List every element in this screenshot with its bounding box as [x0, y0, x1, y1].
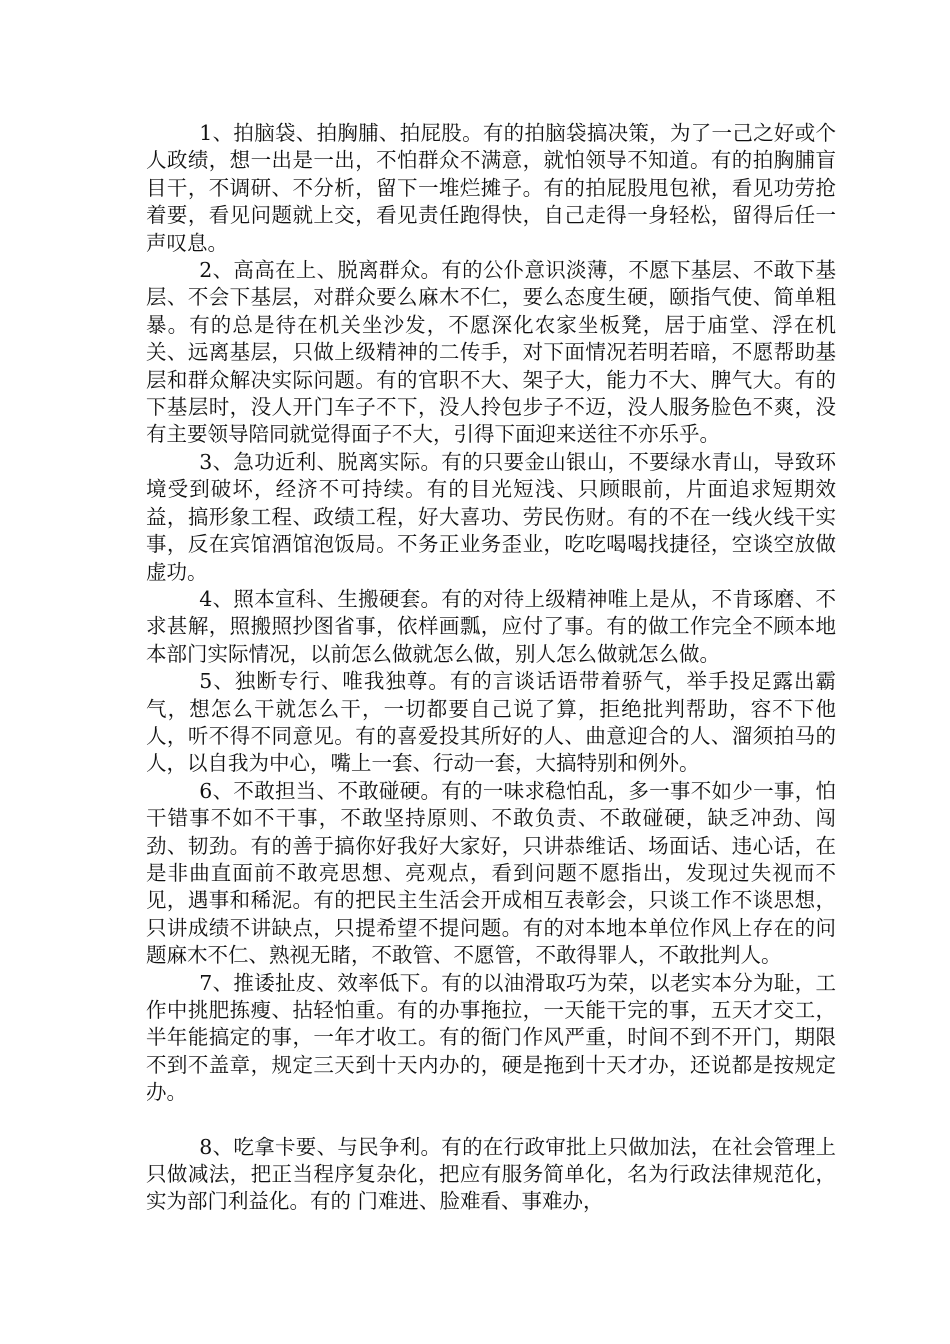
- paragraph-1: 1、拍脑袋、拍胸脯、拍屁股。有的拍脑袋搞决策，为了一己之好或个人政绩，想一出是一出，不怕群众不满意，就怕领导不知道。有的拍胸脯盲目干，不调研、不分析，留下一堆烂摊子。有的拍屁股甩包袱，看见功劳抢着要，看见问题就上交，看见责任跑得快，自己走得一身轻松，留得后任一声叹息。: [146, 121, 836, 255]
- paragraph-3: 3、急功近利、脱离实际。有的只要金山银山，不要绿水青山，导致环境受到破坏，经济不可持续。有的目光短浅、只顾眼前，片面追求短期效益，搞形象工程、政绩工程，好大喜功、劳民伤财。有的不在一线火线干实事，反在宾馆酒馆泡饭局。不务正业务歪业，吃吃喝喝找捷径，空谈空放做虚功。: [146, 449, 836, 584]
- document-body: [146, 120, 836, 1216]
- paragraph-5: 5、独断专行、唯我独尊。有的言谈话语带着骄气，举手投足露出霸气，想怎么干就怎么干，一切都要自己说了算，拒绝批判帮助，容不下他人，听不得不同意见。有的喜爱投其所好的人、曲意迎合的人、溜须拍马的人，以自我为中心，嘴上一套、行动一套，大搞特别和例外。: [146, 669, 836, 776]
- paragraph-4: 4、照本宣科、生搬硬套。有的对待上级精神唯上是从，不肯琢磨、不求甚解，照搬照抄图省事，依样画瓢，应付了事。有的做工作完全不顾本地本部门实际情况，以前怎么做就怎么做，别人怎么做就怎么做。: [146, 586, 836, 666]
- paragraph-7: 7、推诿扯皮、效率低下。有的以油滑取巧为荣，以老实本分为耻，工作中挑肥拣瘦、拈轻怕重。有的办事拖拉，一天能干完的事，五天才交工，半年能搞定的事，一年才收工。有的衙门作风严重，时间不到不开门，期限不到不盖章，规定三天到十天内办的，硬是拖到十天才办，还说都是按规定办。: [146, 970, 836, 1105]
- paragraph-2: 2、高高在上、脱离群众。有的公仆意识淡薄，不愿下基层、不敢下基层、不会下基层，对群众要么麻木不仁，要么态度生硬，颐指气使、简单粗暴。有的总是待在机关坐沙发，不愿深化农家坐板凳，居于庙堂、浮在机关、远离基层，只做上级精神的二传手，对下面情况若明若暗，不愿帮助基层和群众解决实际问题。有的官职不大、架子大，能力不大、脾气大。有的下基层时，没人开门车子不下，没人拎包步子不迈，没人服务脸色不爽，没有主要领导陪同就觉得面子不大，引得下面迎来送往不亦乐乎。: [146, 258, 836, 447]
- paragraph-8: 8、吃拿卡要、与民争利。有的在行政审批上只做加法，在社会管理上只做减法，把正当程序复杂化，把应有服务简单化，名为行政法律规范化，实为部门利益化。有的 门难进、脸难看、事难办，: [146, 1134, 836, 1214]
- paragraph-6: 6、不敢担当、不敢碰硬。有的一味求稳怕乱，多一事不如少一事，怕干错事不如不干事，不敢坚持原则、不敢负责、不敢碰硬，缺乏冲劲、闯劲、韧劲。有的善于搞你好我好大家好，只讲恭维话、场面话、违心话，在是非曲直面前不敢亮思想、亮观点，看到问题不愿指出，发现过失视而不见，遇事和稀泥。有的把民主生活会开成相互表彰会，只谈工作不谈思想，只讲成绩不讲缺点，只提希望不提问题。有的对本地本单位作风上存在的问题麻木不仁、熟视无睹，不敢管、不愿管，不敢得罪人，不敢批判人。: [146, 778, 836, 968]
